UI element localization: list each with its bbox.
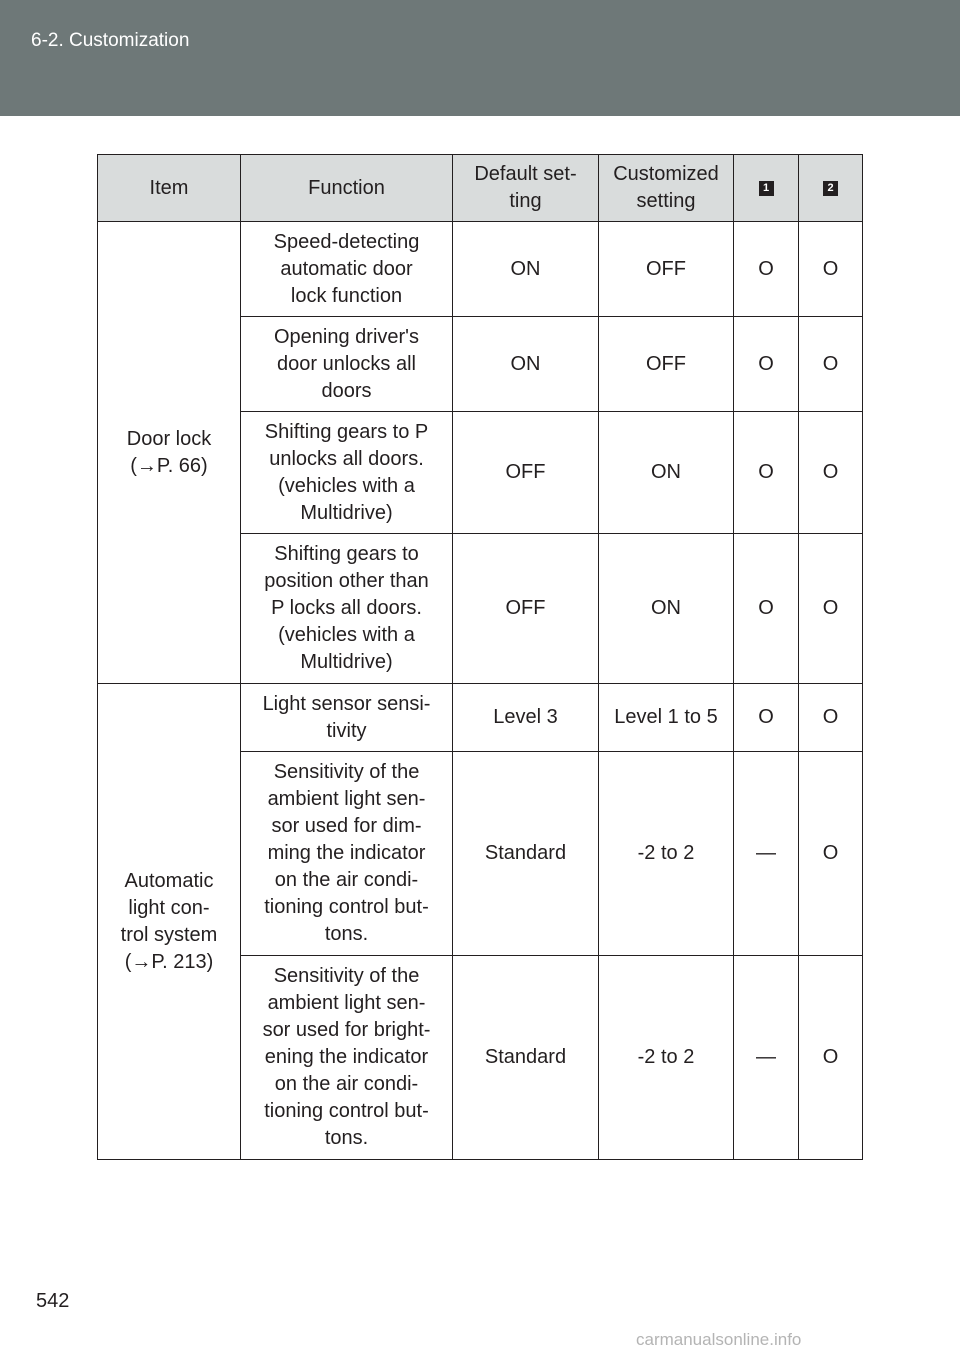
table-header-row bbox=[98, 155, 863, 222]
col-1-cell: O bbox=[734, 684, 799, 752]
section-title: 6-2. Customization bbox=[31, 30, 190, 51]
table-row bbox=[98, 222, 863, 317]
default-setting-cell: Level 3 bbox=[453, 684, 599, 752]
header-default-setting-text: Default set- ting bbox=[474, 163, 577, 212]
col-2-cell: O bbox=[799, 534, 863, 684]
function-cell: Sensitivity of the ambient light sen- sor used for dim- ming the indicator on the air condi- tioning control but- tons. bbox=[241, 752, 453, 956]
function-cell: Shifting gears to P unlocks all doors. (vehicles with a Multidrive) bbox=[241, 412, 453, 534]
header-col-2 bbox=[799, 155, 863, 222]
function-cell: Light sensor sensi- tivity bbox=[241, 684, 453, 752]
customized-setting-cell: ON bbox=[599, 534, 734, 684]
function-cell: Opening driver's door unlocks all doors bbox=[241, 317, 453, 412]
customized-setting-cell: -2 to 2 bbox=[599, 956, 734, 1160]
customized-setting-cell: -2 to 2 bbox=[599, 752, 734, 956]
col-2-cell: O bbox=[799, 222, 863, 317]
item-cell: Door lock (→P. 66) bbox=[98, 222, 241, 684]
header-default-setting bbox=[453, 155, 599, 222]
col-2-cell: O bbox=[799, 956, 863, 1160]
default-setting-cell: OFF bbox=[453, 412, 599, 534]
col-1-cell: — bbox=[734, 956, 799, 1160]
function-cell: Shifting gears to position other than P locks all doors. (vehicles with a Multidrive) bbox=[241, 534, 453, 684]
function-cell: Speed-detecting automatic door lock function bbox=[241, 222, 453, 317]
customized-setting-cell: OFF bbox=[599, 222, 734, 317]
badge-2-icon: 2 bbox=[823, 181, 838, 196]
header-function: Function bbox=[241, 155, 453, 222]
col-1-cell: O bbox=[734, 222, 799, 317]
header-customized-setting bbox=[599, 155, 734, 222]
col-1-cell: O bbox=[734, 317, 799, 412]
table-body bbox=[98, 222, 863, 1160]
col-1-cell: — bbox=[734, 752, 799, 956]
col-2-cell: O bbox=[799, 752, 863, 956]
col-1-cell: O bbox=[734, 412, 799, 534]
customized-setting-cell: OFF bbox=[599, 317, 734, 412]
page-number: 542 bbox=[36, 1290, 70, 1312]
watermark: carmanualsonline.info bbox=[636, 1330, 802, 1349]
badge-1-icon: 1 bbox=[759, 181, 774, 196]
header-customized-setting-text: Customized setting bbox=[613, 163, 719, 212]
header-col-1 bbox=[734, 155, 799, 222]
header-item: Item bbox=[98, 155, 241, 222]
function-cell: Sensitivity of the ambient light sen- sor used for bright- ening the indicator on the air condi- tioning control but- tons. bbox=[241, 956, 453, 1160]
customization-table bbox=[97, 154, 863, 1160]
customized-setting-cell: Level 1 to 5 bbox=[599, 684, 734, 752]
default-setting-cell: Standard bbox=[453, 752, 599, 956]
item-cell: Automatic light con- trol system (→P. 213) bbox=[98, 684, 241, 1160]
customized-setting-cell: ON bbox=[599, 412, 734, 534]
col-2-cell: O bbox=[799, 684, 863, 752]
default-setting-cell: Standard bbox=[453, 956, 599, 1160]
default-setting-cell: ON bbox=[453, 222, 599, 317]
default-setting-cell: ON bbox=[453, 317, 599, 412]
section-header bbox=[0, 0, 960, 116]
default-setting-cell: OFF bbox=[453, 534, 599, 684]
table-row bbox=[98, 684, 863, 752]
col-1-cell: O bbox=[734, 534, 799, 684]
col-2-cell: O bbox=[799, 412, 863, 534]
col-2-cell: O bbox=[799, 317, 863, 412]
